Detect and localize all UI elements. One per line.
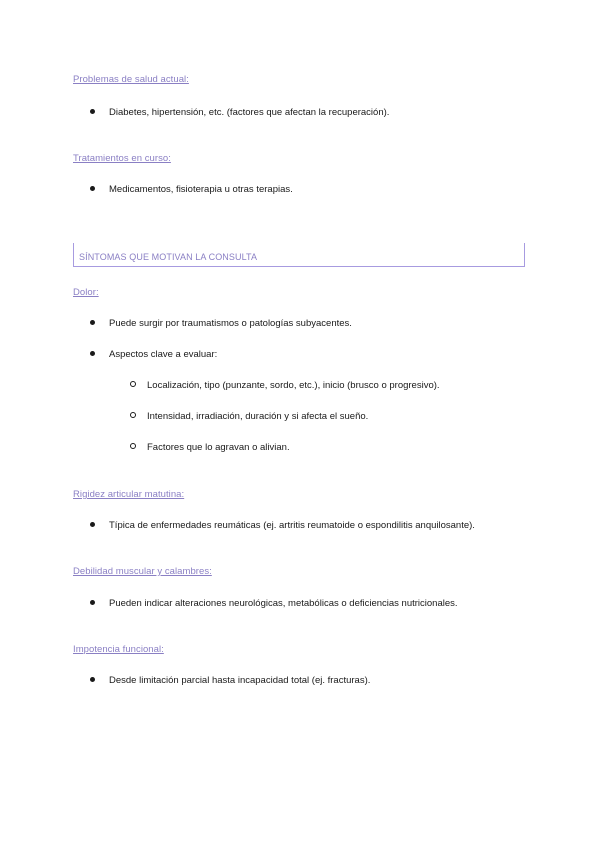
list-item <box>90 318 352 329</box>
circle-bullet-icon <box>130 381 136 387</box>
heading-current-treatments: Tratamientos en curso: <box>73 153 171 164</box>
bullet-icon <box>90 109 95 114</box>
bullet-icon <box>90 320 95 325</box>
list-item-text: Típica de enfermedades reumáticas (ej. artritis reumatoide o espondilitis anquilosante). <box>109 520 475 531</box>
list-item-text: Pueden indicar alteraciones neurológicas, metabólicas o deficiencias nutricionales. <box>109 598 458 609</box>
heading-current-health-problems: Problemas de salud actual: <box>73 74 189 85</box>
sub-list-item-text: Localización, tipo (punzante, sordo, etc.), inicio (brusco o progresivo). <box>147 380 440 391</box>
sub-list-item <box>130 442 290 453</box>
section-header-symptoms <box>73 243 525 267</box>
heading-pain: Dolor: <box>73 287 99 298</box>
list-item-text: Medicamentos, fisioterapia u otras terapias. <box>109 184 293 195</box>
list-item-text: Diabetes, hipertensión, etc. (factores que afectan la recuperación). <box>109 107 390 118</box>
heading-functional-impairment: Impotencia funcional: <box>73 644 164 655</box>
section-title: SÍNTOMAS QUE MOTIVAN LA CONSULTA <box>79 252 258 262</box>
list-item-text: Desde limitación parcial hasta incapacidad total (ej. fracturas). <box>109 675 371 686</box>
sub-list-item-text: Intensidad, irradiación, duración y si afecta el sueño. <box>147 411 369 422</box>
list-item <box>90 184 293 195</box>
sub-list-item <box>130 380 440 391</box>
list-item <box>90 675 370 686</box>
bullet-icon <box>90 186 95 191</box>
heading-morning-stiffness: Rigidez articular matutina: <box>73 489 185 500</box>
sub-list-item-text: Factores que lo agravan o alivian. <box>147 442 290 453</box>
bullet-icon <box>90 522 95 527</box>
list-item <box>90 107 389 118</box>
bullet-icon <box>90 351 95 356</box>
list-item-text: Aspectos clave a evaluar: <box>109 349 218 360</box>
bullet-icon <box>90 600 95 605</box>
list-item <box>90 520 475 531</box>
circle-bullet-icon <box>130 443 136 449</box>
list-item <box>90 349 217 360</box>
bullet-icon <box>90 677 95 682</box>
list-item-text: Puede surgir por traumatismos o patologías subyacentes. <box>109 318 352 329</box>
circle-bullet-icon <box>130 412 136 418</box>
sub-list-item <box>130 411 368 422</box>
list-item <box>90 598 458 609</box>
heading-muscle-weakness: Debilidad muscular y calambres: <box>73 566 212 577</box>
